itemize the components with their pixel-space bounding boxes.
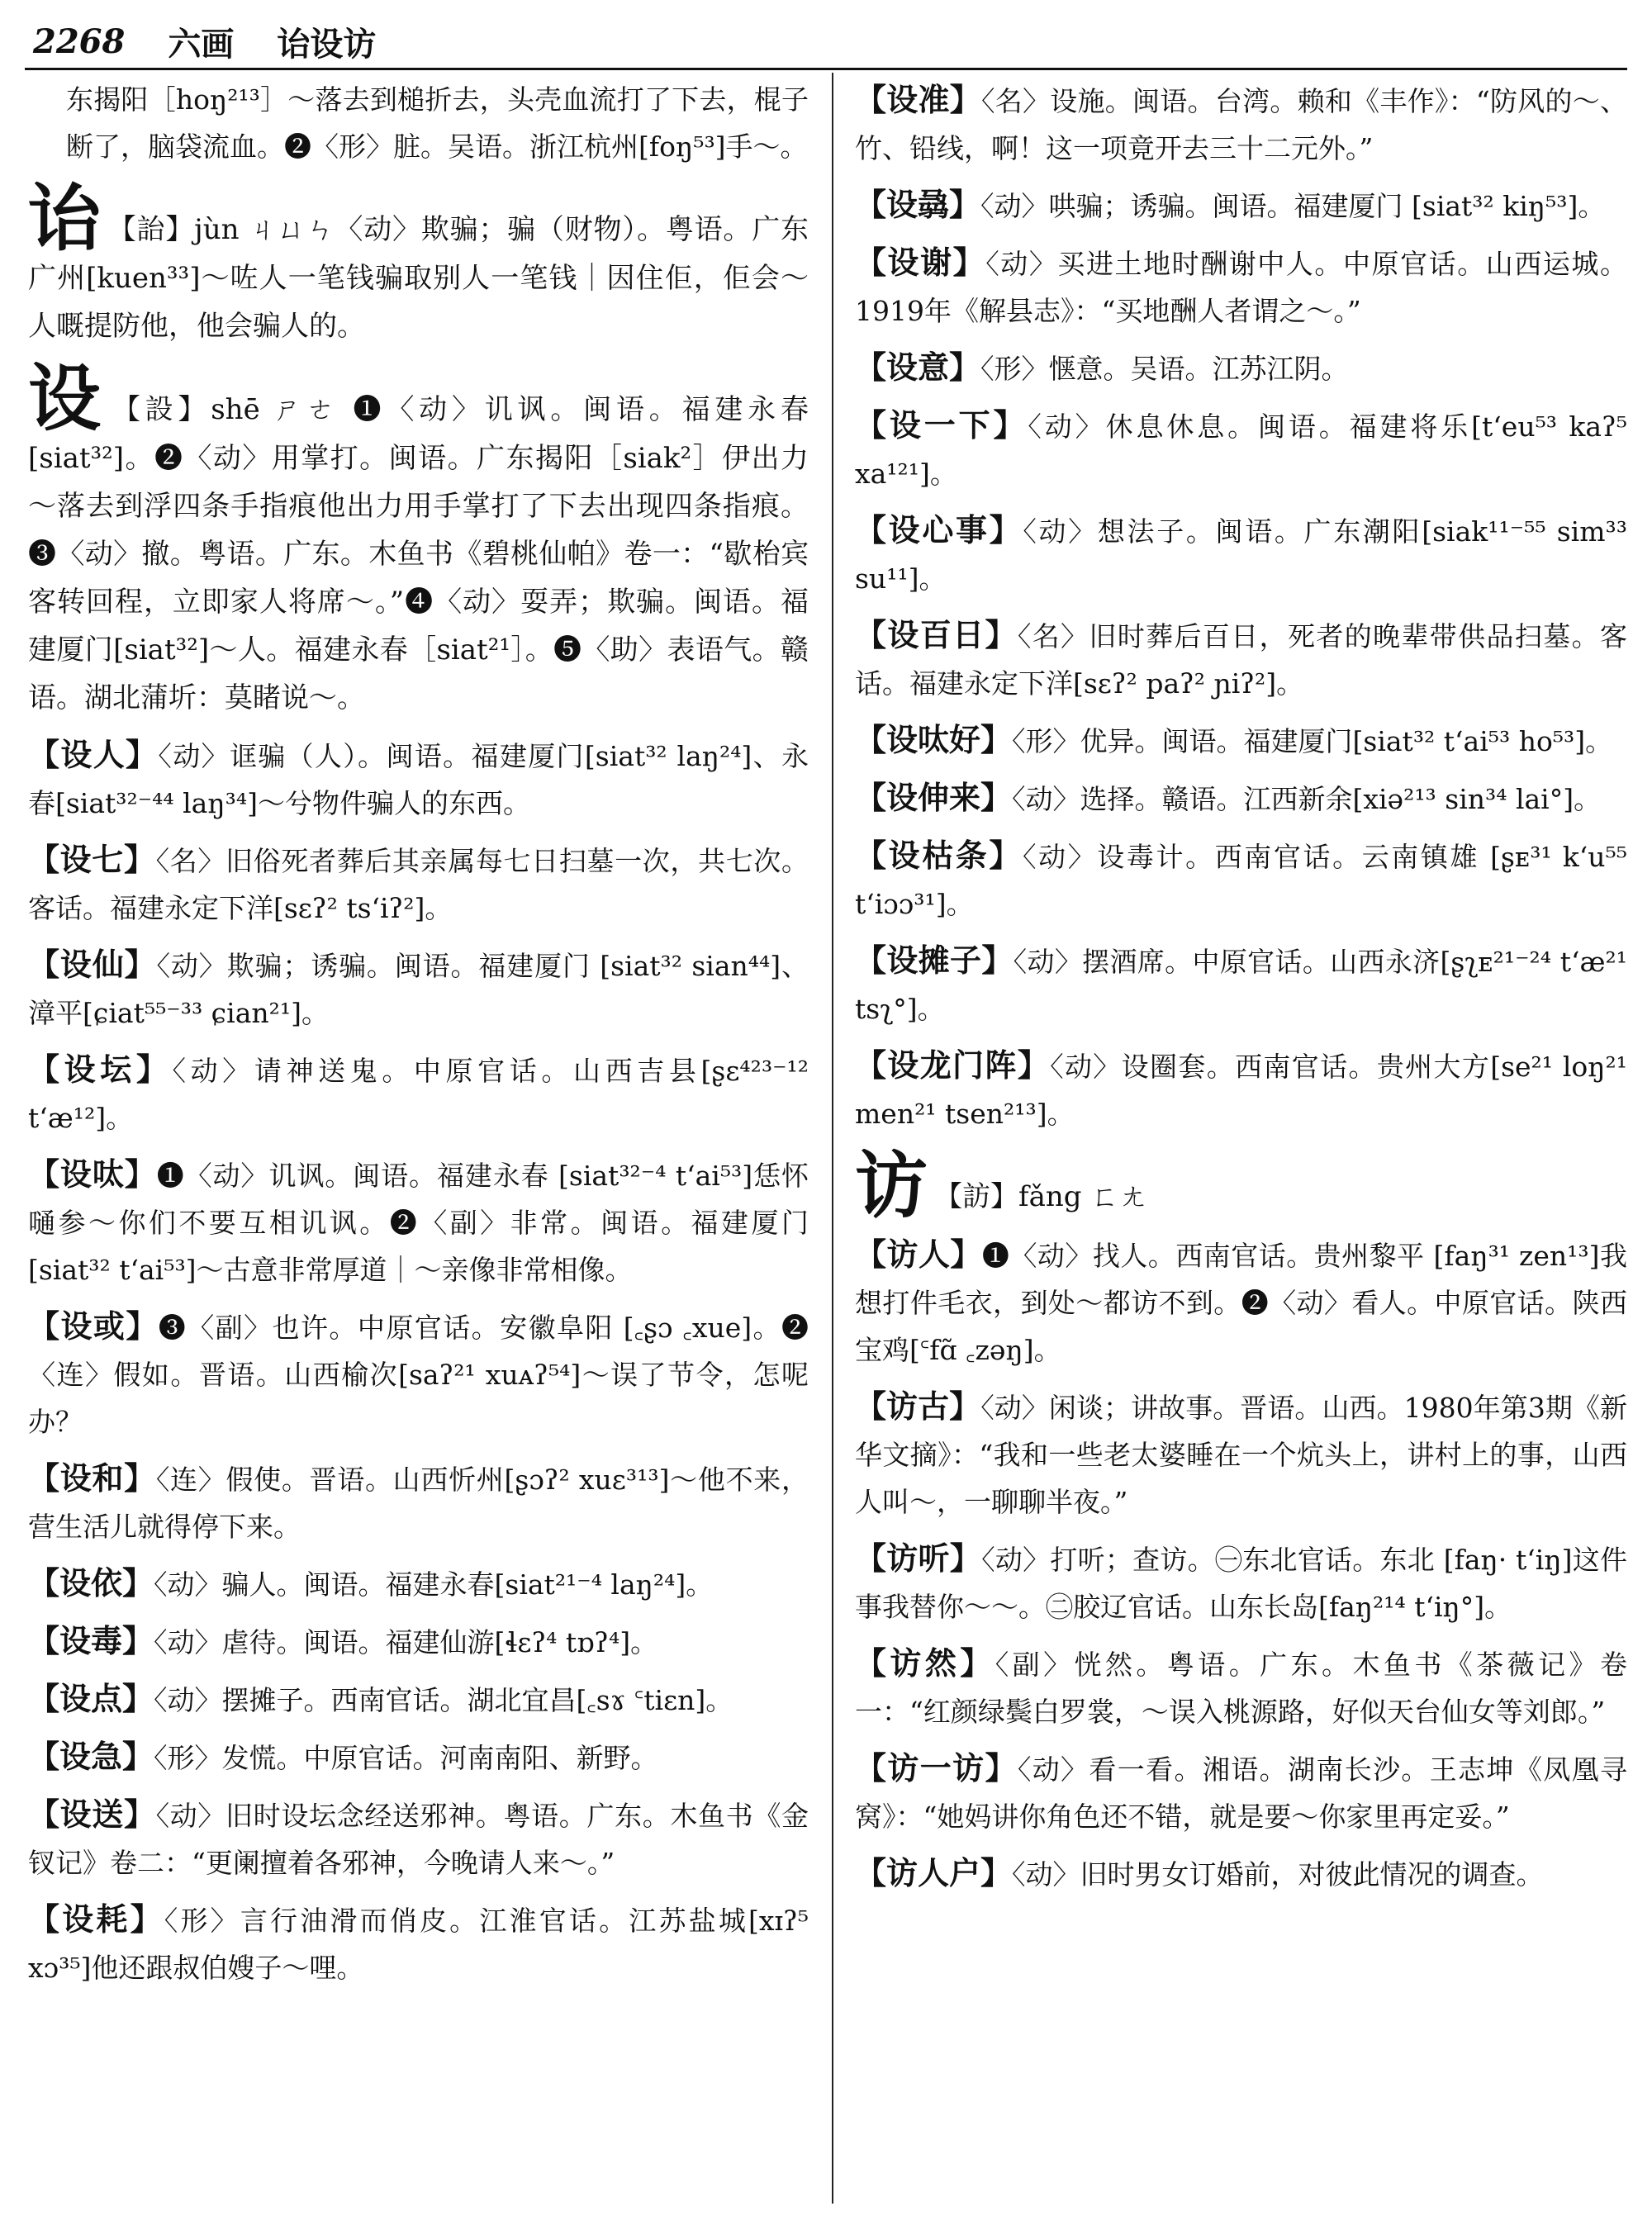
dictionary-entry — [855, 716, 1627, 765]
dictionary-entry — [28, 1302, 809, 1445]
entry-definition: 〈动〉诓骗（人）。闽语。福建厦门[siat³² laŋ²⁴]、永春[siat³²⁻⁴⁴ laŋ³⁴]～兮物件骗人的东西。 — [28, 740, 809, 819]
entry-definition: 〈形〉发慌。中原官话。河南南阳、新野。 — [154, 1742, 658, 1774]
dictionary-entry — [855, 1849, 1627, 1898]
dictionary-entry — [855, 1744, 1627, 1840]
entry-definition: 〈动〉看一看。湘语。湖南长沙。王志坤《凤凰寻窝》：“她妈讲你角色还不错，就是要～你家里再定妥。” — [855, 1753, 1627, 1833]
entry-definition: 〈动〉设毒计。西南官话。云南镇雄 [ʂᴇ³¹ kʻu⁵⁵ tʻiɔɔ³¹]。 — [855, 841, 1627, 920]
entry-definition: 〈形〉惬意。吴语。江苏江阴。 — [980, 353, 1349, 385]
entry-definition: 〈动〉打听；查访。㊀东北官话。东北 [faŋ· tʻiŋ]这件事我替你～～。㊁胶辽官话。山东长岛[faŋ²¹⁴ tʻiŋ°]。 — [855, 1544, 1627, 1623]
entry-headword: 【访古】 — [855, 1388, 981, 1425]
entry-headword: 【设骉】 — [855, 186, 981, 223]
entry-headword: 【访一访】 — [855, 1749, 1018, 1786]
entry-headword: 【设心事】 — [855, 511, 1023, 548]
entry-headword: 【设呔】 — [28, 1155, 157, 1193]
entry-headword: 【访然】 — [855, 1644, 995, 1682]
dictionary-entry — [28, 731, 809, 827]
entry-headword: 【设坛】 — [28, 1051, 173, 1088]
entry-headword: 【设耗】 — [28, 1900, 164, 1938]
dictionary-entry — [855, 1639, 1627, 1735]
entry-definition: ❶〈动〉找人。西南官话。贵州黎平 [faŋ³¹ zen¹³]我想打件毛衣，到处～都访不到。❷〈动〉看人。中原官话。陕西宝鸡[꜂fɑ̃ ꜀zəŋ]。 — [855, 1240, 1627, 1366]
dictionary-entry — [28, 836, 809, 932]
entry-definition: 〈名〉设施。闽语。台湾。赖和《丰作》：“防风的～、竹、铅线，啊！这一项竟开去三十二元外。” — [855, 85, 1627, 164]
entry-headword: 【设枯条】 — [855, 837, 1023, 874]
entry-headword: 【设呔好】 — [855, 721, 1013, 758]
entry-headword: 【访听】 — [855, 1540, 982, 1577]
header-chars: 诒设访 — [277, 24, 377, 64]
page-header — [33, 18, 1627, 64]
entry-headword: 【设仙】 — [28, 946, 157, 983]
entry-headword: 【设急】 — [28, 1738, 154, 1775]
dictionary-entry — [28, 1733, 809, 1782]
section-label: 六画 — [168, 24, 235, 64]
dictionary-entry — [28, 1896, 809, 1991]
dictionary-entry — [28, 1151, 809, 1293]
dictionary-entry — [855, 937, 1627, 1032]
entry-definition: 〈动〉休息休息。闽语。福建将乐[tʻeu⁵³ kaʔ⁵ xa¹²¹]。 — [855, 410, 1627, 490]
entry-definition: 〈动〉选择。赣语。江西新余[xiə²¹³ sin³⁴ lai°]。 — [1012, 783, 1602, 815]
entry-headword: 【设谢】 — [855, 244, 986, 281]
continued-text: 东揭阳［hoŋ²¹³］～落去到槌折去，头壳血流打了下去，棍子断了，脑袋流血。❷〈形〉脏。吴语。浙江杭州[foŋ⁵³]手～。 — [66, 83, 809, 163]
head-character: 诒 — [28, 175, 102, 261]
dictionary-entry — [855, 1231, 1627, 1374]
entry-definition: 〈动〉摆酒席。中原官话。山西永济[ʂʅᴇ²¹⁻²⁴ tʻæ²¹ tsʅ°]。 — [855, 946, 1627, 1025]
entry-headword: 【设人】 — [28, 736, 159, 773]
dictionary-entry — [28, 1559, 809, 1608]
entry-definition: 〈连〉假使。晋语。山西忻州[ʂɔʔ² xuɛ³¹³]～他不来，营生活儿就得停下来。 — [28, 1464, 809, 1543]
dictionary-entry — [855, 1041, 1627, 1137]
entry-definition: ❸〈副〉也许。中原官话。安徽阜阳 [꜀ʂɔ ꜀xue]。❷〈连〉假如。晋语。山西榆次[saʔ²¹ xuᴀʔ⁵⁴]～误了节令，怎呢办？ — [28, 1312, 809, 1438]
entry-headword: 【设送】 — [28, 1796, 156, 1833]
dictionary-entry — [855, 611, 1627, 707]
entry-headword: 【设伸来】 — [855, 779, 1013, 816]
dictionary-entry — [855, 506, 1627, 602]
head-definition: 【訪】fǎng ㄈㄤ — [934, 1180, 1147, 1213]
entry-definition: 〈动〉旧时设坛念经送邪神。粤语。广东。木鱼书《金钗记》卷二：“更阑擅着各邪神，今晚请人来～。” — [28, 1800, 809, 1879]
entry-definition: 〈动〉哄骗；诱骗。闽语。福建厦门 [siat³² kiŋ⁵³]。 — [980, 190, 1606, 222]
dictionary-entry — [28, 1454, 809, 1550]
dictionary-entry — [855, 181, 1627, 230]
entry-headword: 【设点】 — [28, 1680, 154, 1717]
entry-headword: 【访人】 — [855, 1236, 982, 1273]
page-number: 2268 — [33, 21, 126, 61]
dictionary-entry — [855, 832, 1627, 928]
entry-definition: 〈动〉骗人。闽语。福建永春[siat²¹⁻⁴ laŋ²⁴]。 — [154, 1568, 714, 1601]
entry-definition: 〈动〉摆摊子。西南官话。湖北宜昌[꜀sɤ ꜂tiɛn]。 — [154, 1684, 733, 1716]
entry-definition: 〈动〉闲谈；讲故事。晋语。山西。1980年第3期《新华文摘》：“我和一些老太婆睡在一个炕头上，讲村上的事，山西人叫～，一聊聊半夜。” — [855, 1392, 1627, 1518]
entry-headword: 【访人户】 — [855, 1854, 1013, 1891]
entry-headword: 【设毒】 — [28, 1622, 154, 1659]
dictionary-entry — [855, 1383, 1627, 1525]
dictionary-entry — [855, 239, 1627, 334]
entry-definition: 〈动〉欺骗；诱骗。闽语。福建厦门 [siat³² sian⁴⁴]、漳平[ɕiat⁵⁵⁻³³ ɕian²¹]。 — [28, 950, 809, 1029]
entry-headword: 【设意】 — [855, 349, 981, 386]
head-definition: 【詒】jùn ㄐㄩㄣ〈动〉欺骗；骗（财物）。粤语。广东广州[kuen³³]～咗人一笔钱骗取别人一笔钱｜因住佢，佢会～人嘅提防他，他会骗人的。 — [28, 213, 809, 343]
headword-entry — [28, 175, 809, 350]
dictionary-entry — [855, 344, 1627, 392]
entry-headword: 【设或】 — [28, 1307, 159, 1345]
entry-headword: 【设龙门阵】 — [855, 1046, 1051, 1084]
right-column — [855, 76, 1627, 1907]
left-column — [28, 76, 809, 2000]
entry-headword: 【设一下】 — [855, 406, 1028, 444]
head-character: 访 — [855, 1142, 928, 1228]
dictionary-entry — [28, 1791, 809, 1886]
entry-definition: 〈名〉旧俗死者葬后其亲属每七日扫墓一次，共七次。客话。福建永定下洋[sɛʔ² tsʻiʔ²]。 — [28, 845, 809, 924]
entry-definition: ❶〈动〉讥讽。闽语。福建永春 [siat³²⁻⁴ tʻai⁵³]恁怀嗵参～你们不要互相讥讽。❷〈副〉非常。闽语。福建厦门[siat³² tʻai⁵³]～古意非常厚道｜～亲像非常相像。 — [28, 1160, 809, 1286]
entry-headword: 【设摊子】 — [855, 942, 1014, 979]
dictionary-entry — [855, 76, 1627, 172]
headword-entry — [855, 1142, 1627, 1228]
entry-headword: 【设依】 — [28, 1564, 154, 1601]
entry-definition: 〈名〉旧时葬后百日，死者的晚辈带供品扫墓。客话。福建永定下洋[sɛʔ² paʔ² ɲiʔ²]。 — [855, 620, 1627, 700]
entry-headword: 【设百日】 — [855, 616, 1018, 653]
dictionary-entry — [855, 1535, 1627, 1630]
entry-definition: 〈动〉设圈套。西南官话。贵州大方[se²¹ loŋ²¹ men²¹ tsen²¹³]。 — [855, 1051, 1627, 1130]
dictionary-entry — [28, 1675, 809, 1724]
entry-headword: 【设七】 — [28, 841, 156, 878]
head-character: 设 — [28, 355, 102, 441]
dictionary-entry — [855, 774, 1627, 823]
column-divider — [832, 73, 833, 2204]
head-definition: 【設】shē ㄕㄜ ❶〈动〉讥讽。闽语。福建永春[siat³²]。❷〈动〉用掌打。闽语。广东揭阳［siak²］伊出力～落去到浮四条手指痕他出力用手掌打了下去出现四条指痕。❸〈动〉撤。粤语。广东。木鱼书《碧桃仙帕》卷一：“歇枱宾客转回程，立即家人将席～。”❹〈动〉耍弄；欺骗。闽语。福建厦门[siat³²]～人。福建永春［siat²¹］。❺〈助〉表语气。赣语。湖北蒲圻：莫睹说～。 — [28, 393, 809, 714]
dictionary-entry — [28, 1617, 809, 1666]
entry-definition: 〈形〉言行油滑而俏皮。江淮官话。江苏盐城[xɪʔ⁵ xɔ³⁵]他还跟叔伯嫂子～哩。 — [28, 1905, 809, 1984]
entry-definition: 〈动〉想法子。闽语。广东潮阳[siak¹¹⁻⁵⁵ sim³³ su¹¹]。 — [855, 515, 1627, 595]
header-rule — [25, 68, 1627, 70]
entry-definition: 〈动〉买进土地时酬谢中人。中原官话。山西运城。1919年《解县志》：“买地酬人者谓之～。” — [855, 248, 1627, 327]
entry-definition: 〈副〉恍然。粤语。广东。木鱼书《茶薇记》卷一：“红颜绿鬓白罗裳，～误入桃源路，好似天台仙女等刘郎。” — [855, 1649, 1627, 1728]
entry-definition: 〈形〉优异。闽语。福建厦门[siat³² tʻai⁵³ ho⁵³]。 — [1012, 725, 1613, 757]
entry-definition: 〈动〉请神送鬼。中原官话。山西吉县[ʂɛ⁴²³⁻¹² tʻæ¹²]。 — [28, 1055, 809, 1134]
dictionary-entry — [855, 401, 1627, 497]
entry-definition: 〈动〉虐待。闽语。福建仙游[ɬɛʔ⁴ tɒʔ⁴]。 — [154, 1626, 658, 1658]
dictionary-entry — [28, 941, 809, 1037]
entry-definition: 〈动〉旧时男女订婚前，对彼此情况的调查。 — [1012, 1858, 1544, 1891]
headword-entry — [28, 355, 809, 722]
dictionary-entry — [28, 1046, 809, 1141]
entry-headword: 【设和】 — [28, 1459, 156, 1497]
entry-headword: 【设准】 — [855, 81, 982, 118]
